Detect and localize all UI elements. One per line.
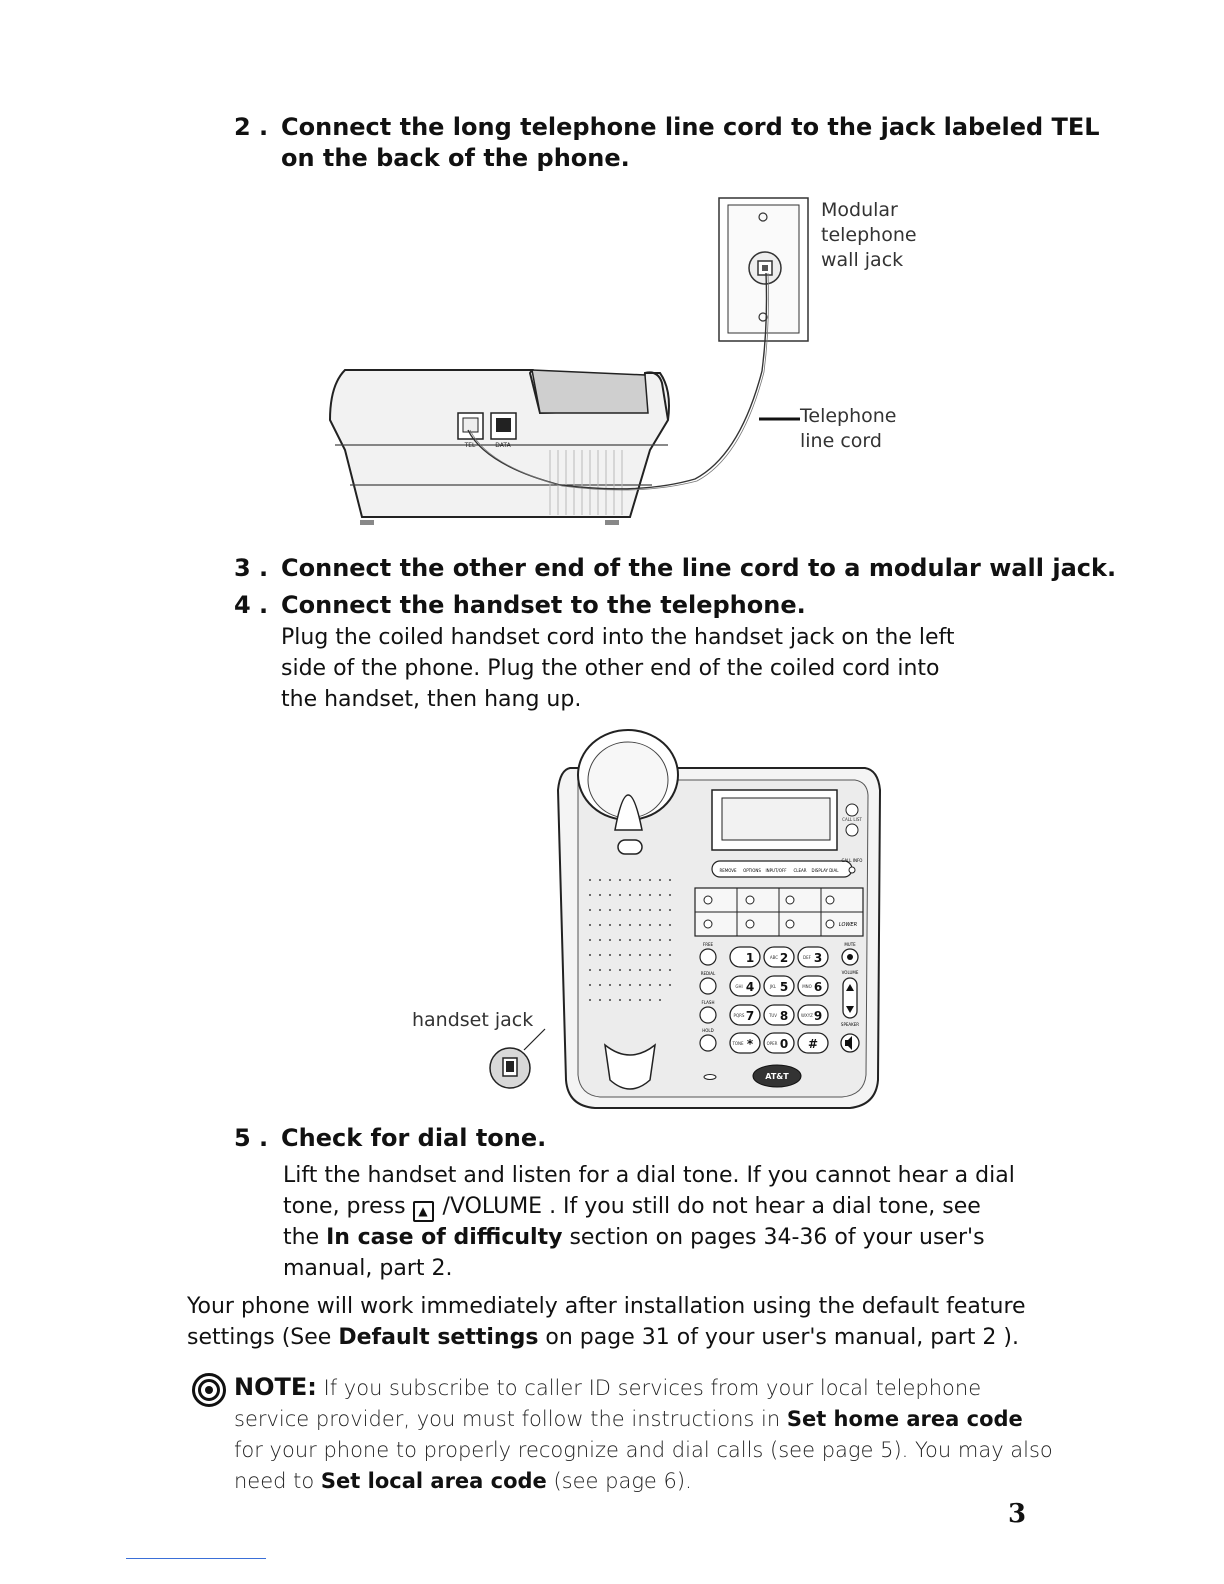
call-info-label: CALL INFO <box>841 858 863 863</box>
key-6: 6 <box>813 980 823 994</box>
key-0-letters: OPER <box>766 1041 778 1046</box>
set-local-area-code-ref: Set local area code <box>320 1469 547 1493</box>
step-3-number: 3 . <box>234 554 269 582</box>
key-4: 4 <box>745 980 755 994</box>
page-number: 3 <box>1008 1499 1027 1529</box>
step-5-title: Check for dial tone. <box>281 1124 547 1152</box>
volume-up-icon: ▲ <box>413 1201 434 1222</box>
wall-jack-label: Modular telephone wall jack <box>821 199 917 271</box>
key-2: 2 <box>779 951 789 965</box>
step-2-number: 2 . <box>234 113 269 141</box>
key-star-letters: TONE <box>732 1041 744 1046</box>
key-9-letters: WXYZ <box>801 1013 813 1018</box>
lower-label: LOWER <box>838 922 858 928</box>
softkey-input: INPUT/OFF <box>765 868 787 873</box>
step-3-text: Connect the other end of the line cord to a modular wall jack. <box>281 554 1117 582</box>
wall-jack-illustration <box>719 198 808 341</box>
note-block: NOTE: If you subscribe to caller ID services from your local telephone service provider, you must follow the instructions in Set home area code for your phone to properly recognize and dial calls (see page 5). You may also need to Set local area code (see page 6). <box>234 1373 1053 1493</box>
note-target-icon <box>192 1373 226 1407</box>
figure-phone-top-view <box>480 720 890 1115</box>
step-4-title: Connect the handset to the telephone. <box>281 591 806 619</box>
step-5-body: Lift the handset and listen for a dial tone. If you cannot hear a dial tone, press ▲ /VOLUME . If you still do not hear a dial tone, see the In case of difficulty section on pages 34-36 of your user's manual, part 2. <box>283 1163 1015 1281</box>
softkey-options: OPTIONS <box>743 868 761 873</box>
key-9: 9 <box>813 1009 823 1023</box>
label-volume: VOLUME <box>841 970 859 975</box>
note-label: NOTE: <box>234 1373 317 1401</box>
handset-jack-label: handset jack <box>412 1009 534 1031</box>
step-4-number: 4 . <box>234 591 269 619</box>
key-6-letters: MNO <box>802 984 812 989</box>
step-4-body: Plug the coiled handset cord into the handset jack on the left side of the phone. Plug the other end of the coiled cord into the handset, then hang up. <box>281 625 955 712</box>
key-star: * <box>746 1037 754 1051</box>
phone-base-illustration <box>330 370 669 525</box>
key-5-letters: JKL <box>769 984 777 989</box>
label-speaker: SPEAKER <box>840 1022 860 1027</box>
key-7-letters: PQRS <box>733 1013 745 1018</box>
step-2-line2: on the back of the phone. <box>281 144 630 172</box>
softkey-clear: CLEAR <box>793 868 807 873</box>
key-3-letters: DEF <box>803 955 811 960</box>
step-3 <box>234 553 1117 584</box>
label-free: FREE <box>702 942 714 947</box>
default-settings-paragraph: Your phone will work immediately after installation using the default feature settings (See Default settings on page 31 of your user's manual, part 2 ). <box>187 1294 1026 1350</box>
key-4-letters: GHI <box>735 984 743 989</box>
key-2-letters: ABC <box>769 955 779 960</box>
line-cord-label: Telephone line cord <box>800 405 897 452</box>
call-list-label: CALL LIST <box>842 817 862 822</box>
in-case-of-difficulty-ref: In case of difficulty <box>326 1225 563 1250</box>
tel-port-label: TEL <box>464 442 476 449</box>
step-4 <box>234 590 806 621</box>
softkey-remove: REMOVE <box>719 868 737 873</box>
label-flash: FLASH <box>701 1000 715 1005</box>
data-port-label: DATA <box>495 442 511 449</box>
key-1: 1 <box>745 951 755 965</box>
set-home-area-code-ref: Set home area code <box>786 1407 1023 1431</box>
key-0: 0 <box>779 1037 789 1051</box>
softkey-display-dial: DISPLAY DIAL <box>811 868 839 873</box>
default-settings-ref: Default settings <box>338 1325 539 1350</box>
label-redial: REDIAL <box>700 971 716 976</box>
att-logo: AT&T <box>765 1072 789 1081</box>
footer-rule <box>126 1558 266 1559</box>
key-hash: # <box>807 1037 819 1051</box>
step-2 <box>234 112 1100 174</box>
key-8-letters: TUV <box>768 1013 778 1018</box>
step-5-number: 5 . <box>234 1124 269 1152</box>
key-5: 5 <box>779 980 789 994</box>
step-2-line1: Connect the long telephone line cord to the jack labeled TEL <box>281 113 1100 141</box>
step-5 <box>234 1123 547 1154</box>
label-mute: MUTE <box>844 942 856 947</box>
key-3: 3 <box>813 951 823 965</box>
label-hold: HOLD <box>702 1028 714 1033</box>
key-8: 8 <box>779 1009 789 1023</box>
key-7: 7 <box>745 1009 755 1023</box>
